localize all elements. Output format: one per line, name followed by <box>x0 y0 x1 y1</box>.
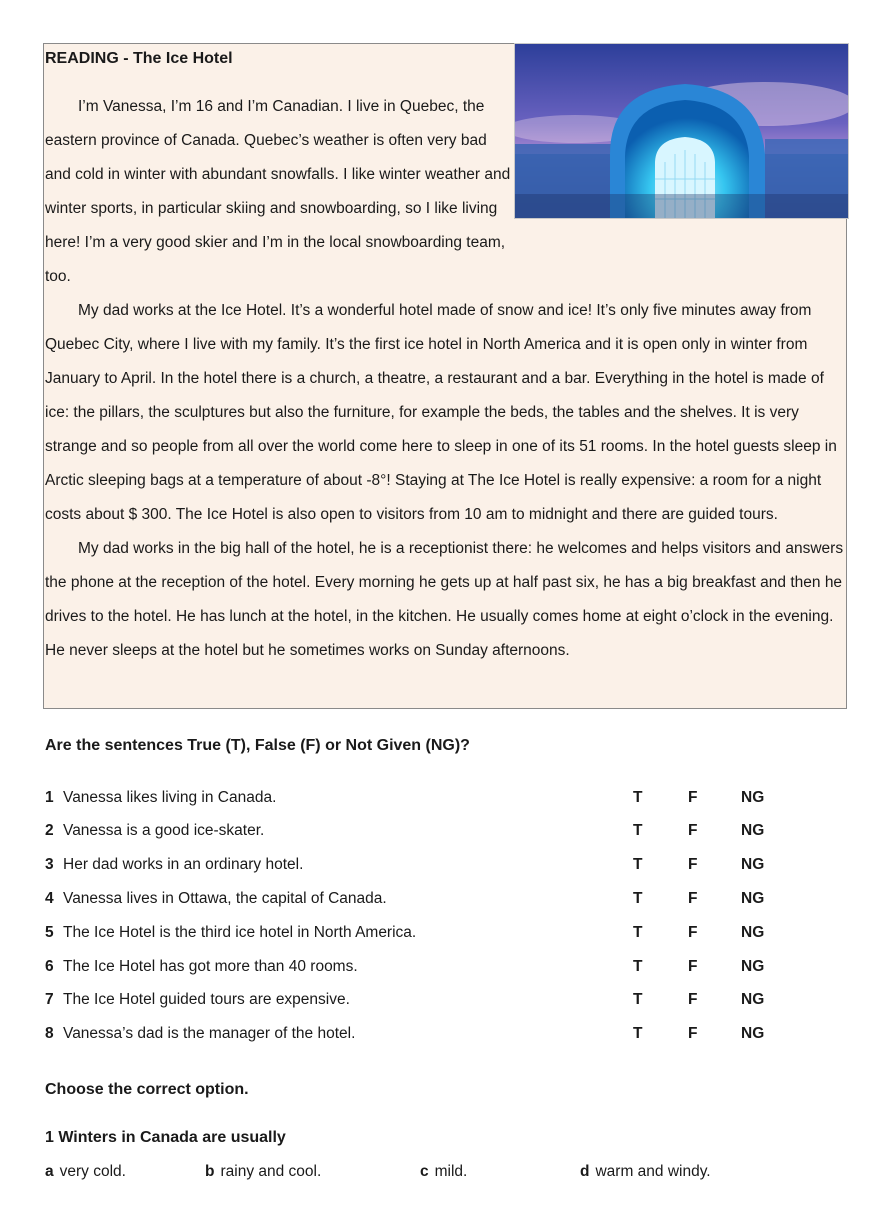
tf-number: 5 <box>45 924 54 941</box>
mc-text: rainy and cool. <box>220 1163 322 1180</box>
tf-row-2 <box>45 819 835 843</box>
option-false[interactable]: F <box>688 991 698 1008</box>
tf-number: 1 <box>45 789 54 806</box>
paragraph-3: My dad works in the big hall of the hotel, he is a receptionist there: he welcomes and helps visitors and answers the phone at the reception of the hotel. Every morning he gets up at half past six, he has a big breakfast and then he drives to the hotel. He has lunch at the hotel, in the kitchen. He usually comes home at eight o’clock in the evening. He never sleeps at the hotel but he sometimes works on Sunday afternoons. <box>45 540 844 659</box>
mc-letter: c <box>420 1163 429 1180</box>
option-false[interactable]: F <box>688 1025 698 1042</box>
option-false[interactable]: F <box>688 856 698 873</box>
mc-letter: b <box>205 1163 215 1180</box>
mc-option-c[interactable] <box>420 1160 467 1184</box>
mc-letter: d <box>580 1163 590 1180</box>
option-not-given[interactable]: NG <box>741 890 765 907</box>
option-false[interactable]: F <box>688 890 698 907</box>
option-true[interactable]: T <box>633 856 643 873</box>
mc-option-a[interactable] <box>45 1160 126 1184</box>
tf-number: 3 <box>45 856 54 873</box>
option-true[interactable]: T <box>633 958 643 975</box>
mc-option-d[interactable] <box>580 1160 711 1184</box>
option-not-given[interactable]: NG <box>741 789 765 806</box>
ice-hotel-illustration <box>515 44 849 219</box>
tf-row-8 <box>45 1022 835 1046</box>
mc-text: warm and windy. <box>595 1163 711 1180</box>
paragraph-1: I’m Vanessa, I’m 16 and I’m Canadian. I live in Quebec, the eastern province of Canada. Quebec’s weather is often very bad and cold in winter with abundant snowfalls. I like winter weather and winter sports, in particular skiing and snowboarding, so I like living here! I’m a very good skier and I’m in the local snowboarding team, too. <box>45 98 511 285</box>
tf-statement: Her dad works in an ordinary hotel. <box>63 856 304 873</box>
option-not-given[interactable]: NG <box>741 1025 765 1042</box>
option-true[interactable]: T <box>633 789 643 806</box>
tf-row-7 <box>45 988 835 1012</box>
option-not-given[interactable]: NG <box>741 822 765 839</box>
mc-letter: a <box>45 1163 54 1180</box>
option-true[interactable]: T <box>633 822 643 839</box>
option-true[interactable]: T <box>633 890 643 907</box>
tf-row-4 <box>45 887 835 911</box>
mc-options <box>45 1160 825 1184</box>
tf-number: 6 <box>45 958 54 975</box>
paragraph-2: My dad works at the Ice Hotel. It’s a wonderful hotel made of snow and ice! It’s only five minutes away from Quebec City, where I live with my family. It’s the first ice hotel in North America and it is open only in winter from January to April. In the hotel there is a church, a theatre, a restaurant and a bar. Everything in the hotel is made of ice: the pillars, the sculptures but also the furniture, for example the beds, the tables and the shelves. It is very strange and so people from all over the world come here to sleep in one of its 51 rooms. In the hotel guests sleep in Arctic sleeping bags at a temperature of about -8°! Staying at The Ice Hotel is really expensive: a room for a night costs about $ 300. The Ice Hotel is also open to visitors from 10 am to midnight and there are guided tours. <box>45 302 837 523</box>
option-true[interactable]: T <box>633 991 643 1008</box>
tf-number: 8 <box>45 1025 54 1042</box>
option-not-given[interactable]: NG <box>741 958 765 975</box>
tf-row-3 <box>45 853 835 877</box>
tf-statement: Vanessa likes living in Canada. <box>63 789 277 806</box>
tf-statement: The Ice Hotel guided tours are expensive. <box>63 991 350 1008</box>
truefalse-heading: Are the sentences True (T), False (F) or Not Given (NG)? <box>45 737 470 754</box>
option-false[interactable]: F <box>688 958 698 975</box>
choose-heading: Choose the correct option. <box>45 1081 249 1098</box>
option-not-given[interactable]: NG <box>741 924 765 941</box>
reading-title: READING - The Ice Hotel <box>45 50 233 67</box>
tf-statement: Vanessa lives in Ottawa, the capital of Canada. <box>63 890 387 907</box>
option-false[interactable]: F <box>688 924 698 941</box>
tf-statement: The Ice Hotel has got more than 40 rooms. <box>63 958 358 975</box>
option-not-given[interactable]: NG <box>741 991 765 1008</box>
tf-number: 7 <box>45 991 54 1008</box>
tf-row-6 <box>45 955 835 979</box>
mc-question: 1 Winters in Canada are usually <box>45 1129 286 1146</box>
tf-statement: The Ice Hotel is the third ice hotel in North America. <box>63 924 417 941</box>
tf-row-5 <box>45 921 835 945</box>
tf-number: 4 <box>45 890 54 907</box>
tf-statement: Vanessa is a good ice-skater. <box>63 822 265 839</box>
mc-text: very cold. <box>59 1163 126 1180</box>
option-false[interactable]: F <box>688 822 698 839</box>
ice-hotel-photo <box>514 43 849 219</box>
tf-statement: Vanessa’s dad is the manager of the hotel. <box>63 1025 356 1042</box>
tf-number: 2 <box>45 822 54 839</box>
option-true[interactable]: T <box>633 1025 643 1042</box>
option-true[interactable]: T <box>633 924 643 941</box>
option-false[interactable]: F <box>688 789 698 806</box>
mc-option-b[interactable] <box>205 1160 321 1184</box>
option-not-given[interactable]: NG <box>741 856 765 873</box>
mc-text: mild. <box>434 1163 468 1180</box>
tf-row-1 <box>45 786 835 810</box>
